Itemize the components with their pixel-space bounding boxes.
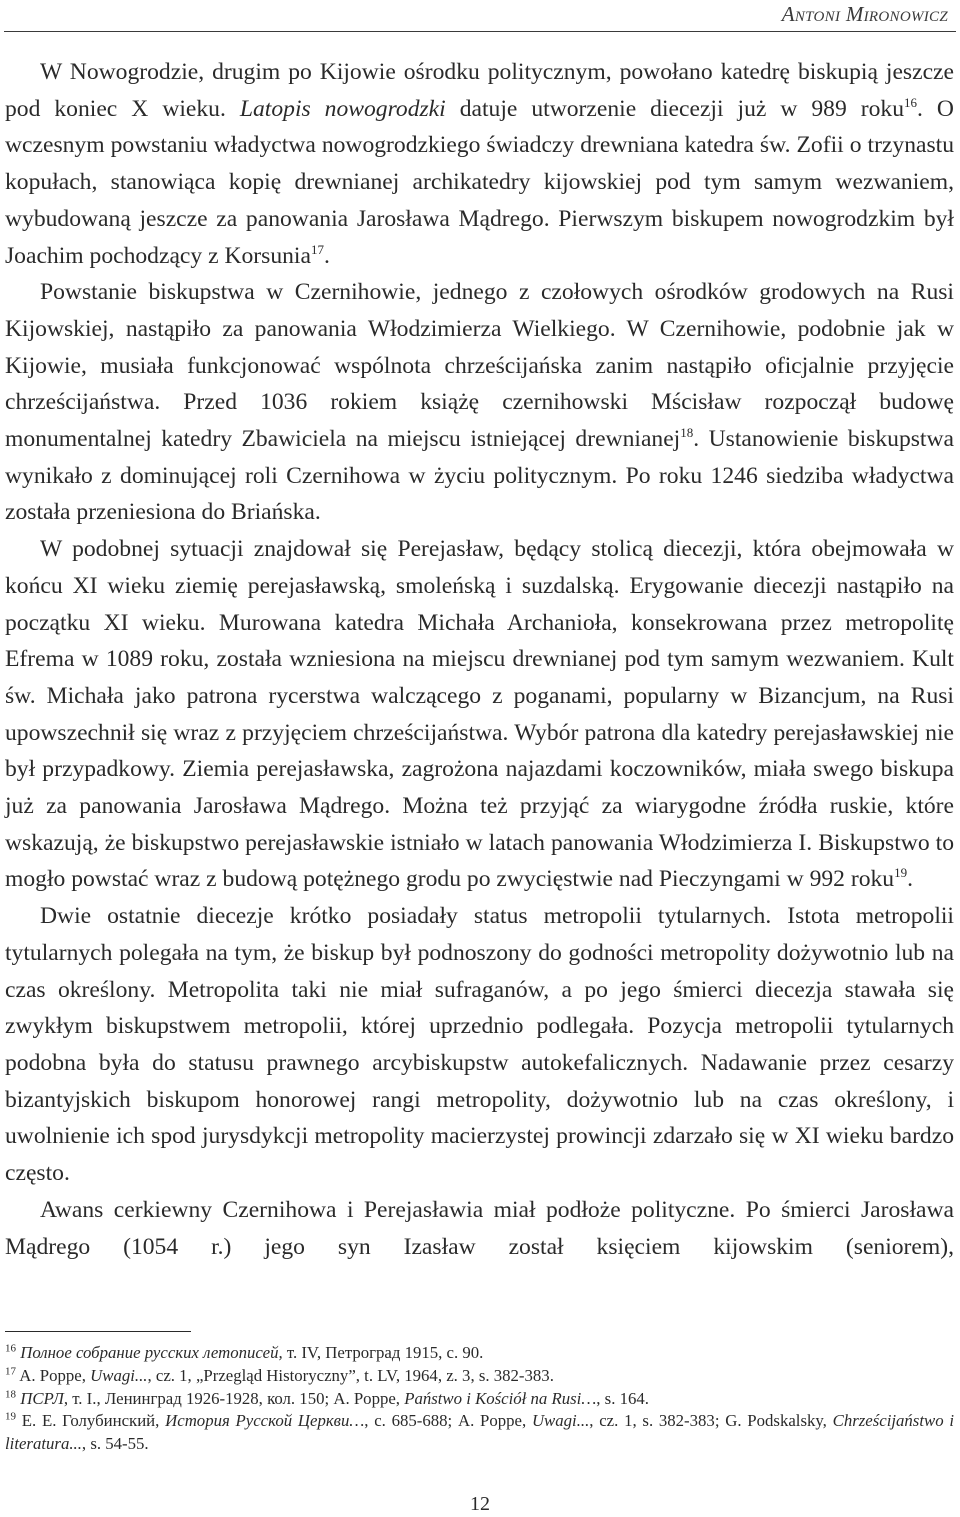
- footnotes: [5, 1342, 954, 1456]
- footnote-text: , т. I., Ленинград 1926-1928, кол. 150; A. Poppe,: [63, 1388, 405, 1408]
- footnote-ref-18[interactable]: 18: [680, 425, 694, 441]
- paragraph-2-text-b: .: [907, 866, 914, 893]
- footnote-text: , cz. 1, s. 382-383; G. Podskalsky,: [589, 1411, 833, 1431]
- footnote-text: Е. Е. Голубинский,: [21, 1411, 166, 1431]
- footnote-text: , s. 54-55.: [81, 1434, 149, 1454]
- footnote-text: , с. 685-688; A. Poppe,: [364, 1411, 532, 1431]
- paragraph-1-text-a: W Nowogrodzie, drugim po Kijowie ośrodku politycznym, powołano katedrę biskupią jeszcze pod koniec X wieku.: [5, 59, 954, 122]
- paragraph-1-italic-title: Latopis nowogrodzki: [239, 95, 446, 122]
- running-header-author: Antoni Mironowicz: [781, 2, 948, 26]
- paragraph-1-text-e: Powstanie biskupstwa w Czernihowie, jednego z czołowych ośrodków grodowych na Rusi Kijowskiej, nastąpiło za panowania Włodzimierza Wielkiego. W Czernihowie, podobnie jak w Kijowie, musiała funkcjonować wspólnota chrześcijańska zanim nastąpiło oficjalnie przyjęcie chrześcijaństwa. Przed 1036 rokiem książę czernihowski Mścisław rozpoczął budowę monumentalnej katedry Zbawiciela na miejscu istniejącej drewnianej: [5, 279, 954, 453]
- footnote-number: 19: [5, 1410, 16, 1423]
- paragraph-2: [5, 531, 954, 898]
- body-text: [5, 54, 954, 1265]
- footnote-title: Полное собрание русских летописей,: [20, 1343, 283, 1362]
- footnote-number: 18: [5, 1388, 16, 1400]
- paragraph-1-text-f: . Ustanowienie biskupstwa wynikało z dominującej roli Czernihowa w życiu politycznym. Po roku 1246 siedziba władyctwa została przeniesiona do Briańska.: [5, 426, 954, 526]
- footnote-number: 17: [5, 1365, 16, 1378]
- page-number: 12: [470, 1493, 490, 1515]
- footnote-17: [5, 1365, 954, 1388]
- footnote-ref-19[interactable]: 19: [894, 865, 908, 881]
- footnote-title: История Русской Церкви…: [165, 1411, 365, 1431]
- footnote-number: 16: [5, 1342, 16, 1355]
- footnote-title: Państwo i Kościół na Rusi…: [404, 1388, 597, 1408]
- footnote-title: ПСРЛ: [20, 1388, 64, 1408]
- footnote-title: Uwagi...: [531, 1411, 590, 1431]
- footnote-19: [5, 1410, 954, 1456]
- paragraph-3: Dwie ostatnie diecezje krótko posiadały status metropolii tytularnych. Istota metropolii tytularnych polegała na tym, że biskup był podnoszony do godności metropolity dożywotnio lub na czas określony. Metropolita taki nie miał sufraganów, a po jego śmierci diecezja stawała się zwykłym biskupstwem metropolii, której uprzednio podlegała. Pozycja metropolii tytularnych podobna była do statusu prawnego arcybiskupstw autokefalicznych. Nadawanie przez cesarzy bizantyjskich biskupom honorowej rangi metropolity, dożywotnio lub na czas określony, i uwolnienie ich spod jurysdykcji metropolity macierzystej prowincji zdarzało się w XI wieku bardzo często.: [5, 903, 954, 1187]
- footnote-text: т. IV, Петроград 1915, с. 90.: [282, 1343, 484, 1362]
- paragraph-4: Awans cerkiewny Czernihowa i Perejasławia miał podłoże polityczne. Po śmierci Jarosława Mądrego (1054 r.) jego syn Izasław został księciem kijowskim (seniorem),: [5, 1196, 954, 1260]
- paragraph-1-text-b: datuje utworzenie diecezji już w 989 roku: [445, 95, 905, 122]
- footnote-16: [5, 1342, 954, 1365]
- paragraph-1: [5, 54, 954, 531]
- footnote-title: Chrześcijaństwo i literatura...: [5, 1411, 954, 1454]
- footnote-ref-16[interactable]: 16: [904, 94, 918, 110]
- footnote-text: , s. 164.: [596, 1388, 649, 1408]
- header-rule: [4, 31, 956, 32]
- paragraph-1-text-d: .: [323, 242, 330, 269]
- paragraph-1-text-c: . O wczesnym powstaniu władyctwa nowogrodzkiego świadczy drewniana katedra św. Zofii o trzynastu kopułach, stanowiąca kopię drewnianej archikatedry kijowskiej pod tym samym wezwaniem, wybudowaną jeszcze za panowania Jarosława Mądrego. Pierwszym biskupem nowogrodzkim był Joachim pochodzący z Korsunia: [5, 95, 954, 269]
- footnote-text: , cz. 1, „Przegląd Historyczny”, t. LV, 1964, z. 3, s. 382-383.: [147, 1365, 554, 1385]
- footnote-text: A. Poppe,: [19, 1365, 91, 1385]
- footnote-18: [5, 1388, 954, 1411]
- footnote-title: Uwagi...: [90, 1365, 148, 1385]
- footnote-ref-17[interactable]: 17: [310, 241, 324, 257]
- running-header: [0, 0, 960, 32]
- footnote-rule: [5, 1331, 191, 1332]
- paragraph-2-text-a: W podobnej sytuacji znajdował się Perejasław, będący stolicą diecezji, która obejmowała w końcu XI wieku ziemię perejasławską, smoleńską i suzdalską. Erygowanie diecezji nastąpiło na początku XI wieku. Murowana katedra Michała Archanioła, konsekrowana przez metropolitę Efrema w 1089 roku, została wzniesiona na miejscu drewnianej pod tym samym wezwaniem. Kult św. Michała jako patrona rycerstwa walczącego z poganami, popularny w Bizancjum, na Rusi upowszechnił się wraz z przyjęciem chrześcijaństwa. Wybór patrona dla katedry perejasławskiej nie był przypadkowy. Ziemia perejasławska, zagrożona najazdami koczowników, miała swego biskupa już za panowania Jarosława Mądrego. Można też przyjąć za wiarygodne źródła ruskie, które wskazują, że biskupstwo perejasławskie istniało w latach panowania Włodzimierza I. Biskupstwo to mogło powstać wraz z budową potężnego grodu po zwycięstwie nad Pieczyngami w 992 roku: [5, 536, 954, 893]
